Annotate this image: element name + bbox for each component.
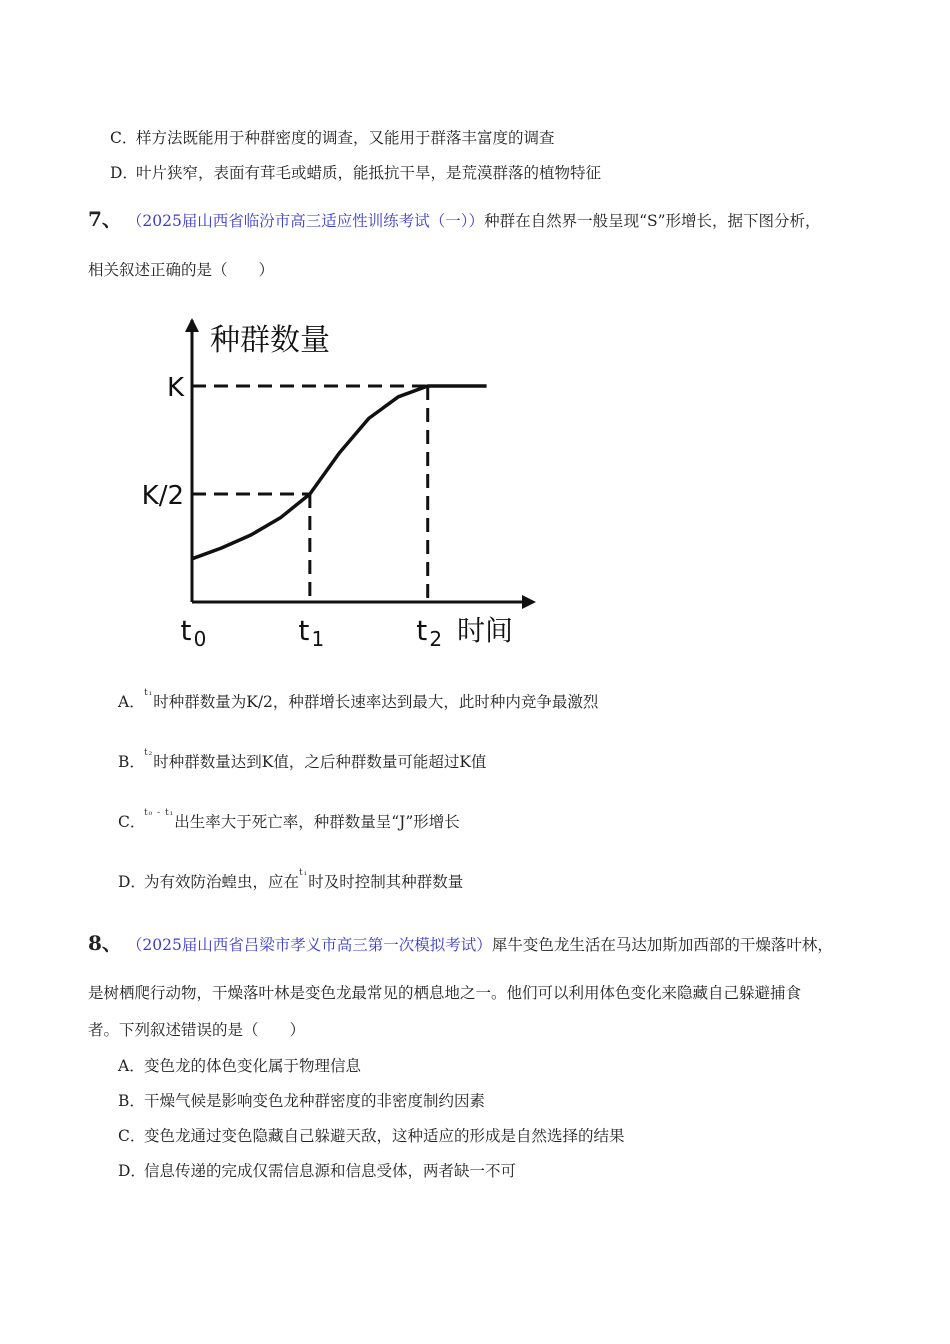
growth-curve	[192, 386, 487, 559]
x-tick-label: t	[180, 614, 192, 647]
question-text: 相关叙述正确的是（ ）	[88, 261, 275, 279]
question-source: （2025届山西省吕梁市孝义市高三第一次模拟考试）	[126, 936, 492, 954]
question-text: 是树栖爬行动物，干燥落叶林是变色龙最常见的栖息地之一。他们可以利用体色变化来隐藏自己躲避捕食	[88, 984, 802, 1002]
option-c	[118, 808, 460, 835]
question-7-stem	[88, 209, 821, 231]
option-a	[118, 1056, 361, 1076]
option-text: 信息传递的完成仅需信息源和信息受体，两者缺一不可	[144, 1162, 517, 1180]
option-text: 时种群数量达到K值，之后种群数量可能超过K值	[153, 753, 487, 771]
option-c	[118, 1126, 625, 1146]
x-axis-label: 时间	[457, 614, 514, 647]
option-b	[118, 748, 487, 775]
option-label: B．	[118, 753, 145, 771]
question-8-stem	[88, 933, 833, 955]
question-number: 8、	[88, 931, 122, 955]
x-tick-subscript: 1	[311, 627, 325, 651]
option-c	[110, 128, 555, 148]
question-source: （2025届山西省临汾市高三适应性训练考试（一））	[126, 212, 485, 230]
option-d	[118, 868, 464, 895]
time-symbol: t₁	[144, 688, 154, 698]
option-text: 变色龙通过变色隐藏自己躲避天敌，这种适应的形成是自然选择的结果	[144, 1127, 625, 1145]
option-a	[118, 688, 599, 715]
population-growth-chart	[130, 310, 550, 660]
option-text: 叶片狭窄，表面有茸毛或蜡质，能抵抗干旱，是荒漠群落的植物特征	[136, 164, 602, 182]
question-text: 者。下列叙述错误的是（ ）	[88, 1021, 306, 1039]
y-axis-label: 种群数量	[210, 323, 330, 358]
y-axis-arrow	[185, 318, 199, 332]
option-text: 变色龙的体色变化属于物理信息	[144, 1057, 362, 1075]
time-symbol: t₀ - t₁	[144, 808, 175, 818]
question-text: 种群在自然界一般呈现“S”形增长，据下图分析，	[484, 212, 821, 230]
option-d	[118, 1161, 516, 1181]
option-label: C．	[110, 129, 138, 147]
x-tick-label: t	[416, 614, 428, 647]
y-tick-label: K/2	[141, 481, 184, 511]
time-symbol: t₂	[144, 748, 154, 758]
option-b	[118, 1091, 485, 1111]
option-text: 时种群数量为K/2，种群增长速率达到最大，此时种内竞争最激烈	[153, 693, 599, 711]
question-8-stem-cont	[88, 1020, 305, 1040]
y-tick-label: K	[166, 373, 184, 403]
option-text: 出生率大于死亡率，种群数量呈“J”形增长	[174, 813, 460, 831]
option-text: 干燥气候是影响变色龙种群密度的非密度制约因素	[144, 1092, 486, 1110]
option-label: C．	[118, 813, 146, 831]
time-symbol: t₁	[299, 868, 309, 878]
option-label: D．	[110, 164, 138, 182]
option-label: A．	[118, 1057, 145, 1075]
option-label: B．	[118, 1092, 145, 1110]
question-text: 犀牛变色龙生活在马达加斯加西部的干燥落叶林，	[491, 936, 833, 954]
x-tick-label: t	[298, 614, 310, 647]
question-number: 7、	[88, 207, 122, 231]
question-8-stem-cont	[88, 983, 801, 1003]
x-axis-arrow	[522, 595, 536, 609]
option-label: C．	[118, 1127, 146, 1145]
option-label: D．	[118, 1162, 146, 1180]
option-text: 为有效防治蝗虫，应在	[144, 873, 300, 891]
x-tick-subscript: 2	[429, 627, 443, 651]
x-tick-subscript: 0	[193, 627, 207, 651]
option-d	[110, 163, 601, 183]
option-label: A．	[118, 693, 145, 711]
option-text: 时及时控制其种群数量	[308, 873, 464, 891]
question-7-stem-cont	[88, 260, 274, 280]
option-text: 样方法既能用于种群密度的调查，又能用于群落丰富度的调查	[136, 129, 555, 147]
option-label: D．	[118, 873, 146, 891]
